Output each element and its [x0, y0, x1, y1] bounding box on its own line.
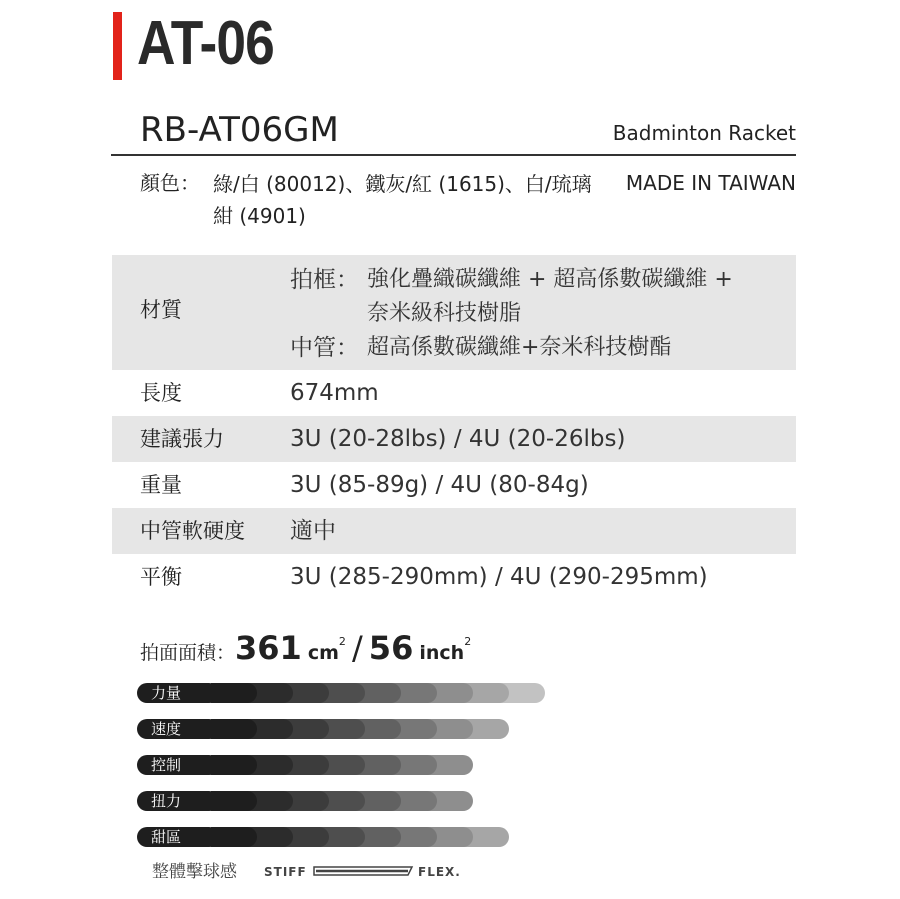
spec-value-tension: 3U (20-28lbs) / 4U (20-26lbs)	[290, 426, 626, 452]
spec-value-weight: 3U (85-89g) / 4U (80-84g)	[290, 472, 589, 498]
rating-label: 速度	[137, 719, 219, 739]
spec-label-tension: 建議張力	[140, 427, 224, 451]
spec-label-flex: 中管軟硬度	[140, 519, 245, 543]
shaft-value: 超高係數碳纖維+奈米科技樹酯	[367, 335, 672, 360]
header-divider	[111, 154, 796, 156]
rating-row	[137, 827, 517, 847]
model-title: AT-06	[137, 9, 274, 78]
spec-value-flex: 適中	[290, 518, 336, 544]
shaft-label: 中管：	[290, 335, 359, 361]
head-area-separator: /	[351, 629, 363, 667]
rating-row	[137, 755, 481, 775]
frame-value-line1: 強化疊織碳纖維 + 超高係數碳纖維 +	[367, 267, 733, 292]
spec-row-material	[112, 255, 796, 370]
rating-row	[137, 719, 517, 739]
spec-value-length: 674mm	[290, 380, 379, 406]
made-in-label: MADE IN TAIWAN	[625, 171, 796, 195]
head-area	[140, 620, 471, 675]
rating-label: 控制	[137, 755, 219, 775]
spec-label-length: 長度	[140, 381, 182, 405]
head-area-cm-exponent: 2	[338, 635, 346, 648]
frame-value-line2: 奈米級科技樹脂	[367, 301, 522, 326]
spec-row-tension	[112, 416, 796, 462]
color-label: 顏色：	[140, 171, 200, 195]
spec-row-flex	[112, 508, 796, 554]
accent-bar	[113, 12, 122, 80]
color-value: 綠/白 (80012)、鐵灰/紅 (1615)、白/琉璃紺 (4901)	[213, 172, 592, 228]
spec-row-weight	[112, 462, 796, 508]
head-area-cm-unit: cm	[307, 642, 339, 664]
flex-scale-icon	[312, 865, 416, 877]
spec-label-material: 材質	[140, 298, 182, 322]
feel-label: 整體擊球感	[152, 862, 237, 882]
rating-label: 力量	[137, 683, 219, 703]
spec-label-weight: 重量	[140, 473, 182, 497]
spec-row-length	[112, 370, 796, 416]
flex-label: FLEX.	[418, 865, 461, 879]
sku-code: RB-AT06GM	[140, 110, 339, 150]
head-area-label: 拍面面積：	[140, 642, 236, 664]
head-area-inch-value: 56	[368, 629, 414, 667]
head-area-cm-value: 361	[235, 629, 302, 667]
rating-label: 扭力	[137, 791, 219, 811]
rating-row	[137, 683, 553, 703]
spec-label-balance: 平衡	[140, 565, 182, 589]
head-area-inch-unit: inch	[419, 642, 465, 664]
spec-row-balance	[112, 554, 796, 600]
product-type: Badminton Racket	[612, 121, 796, 145]
rating-label: 甜區	[137, 827, 219, 847]
stiff-label: STIFF	[264, 865, 307, 879]
spec-value-balance: 3U (285-290mm) / 4U (290-295mm)	[290, 564, 708, 590]
head-area-inch-exponent: 2	[464, 635, 472, 648]
frame-label: 拍框：	[290, 267, 359, 293]
rating-row	[137, 791, 481, 811]
